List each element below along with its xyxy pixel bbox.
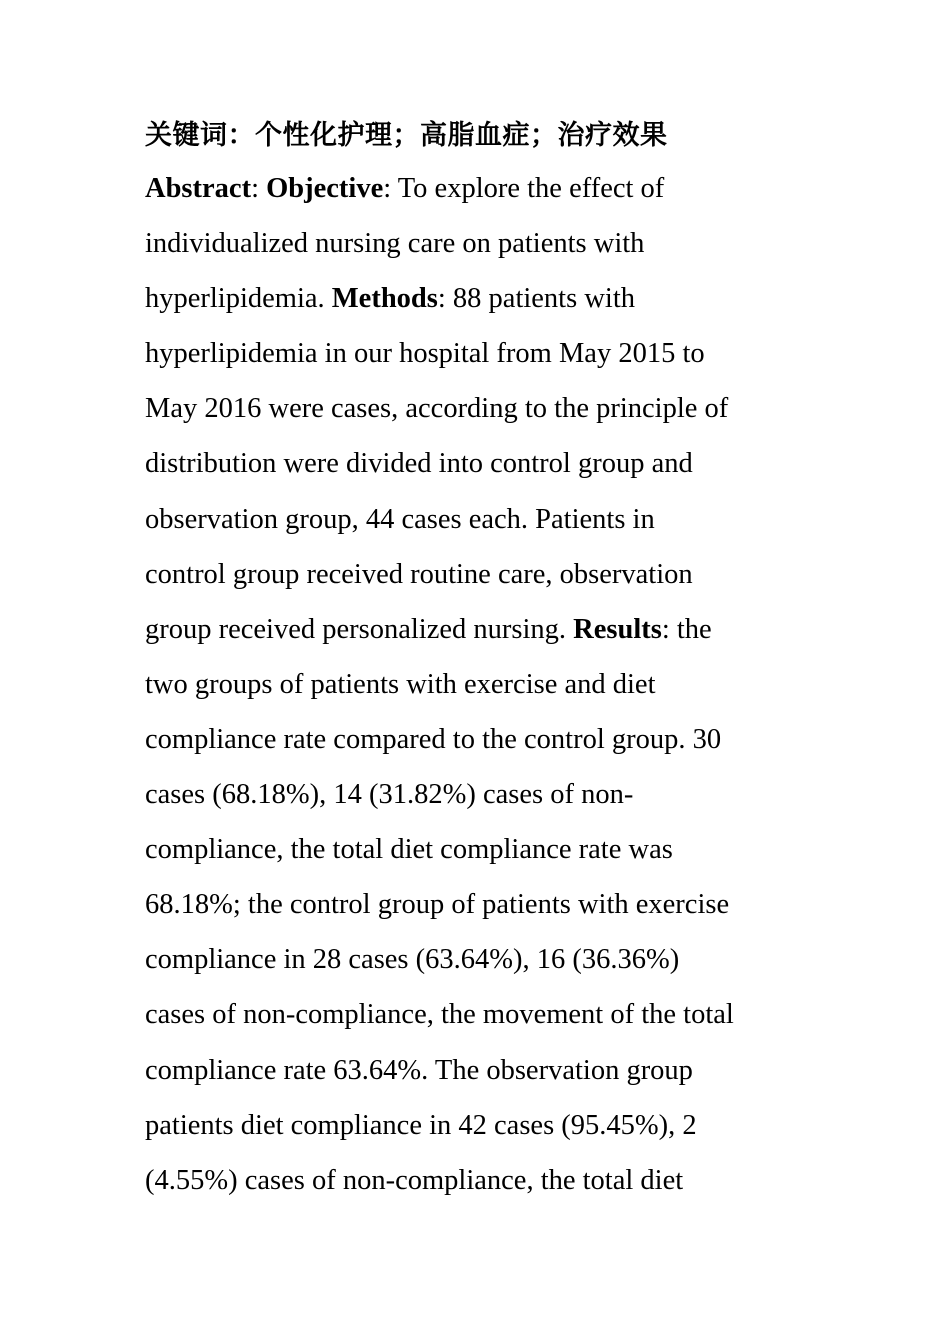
text-run: observation group, 44 cases each. Patients in xyxy=(145,503,655,535)
text-run: cases of non-compliance, the movement of the total xyxy=(145,999,734,1031)
text-run: (4.55%) cases of non-compliance, the total diet xyxy=(145,1164,684,1196)
text-run: hyperlipidemia in our hospital from May 2015 to xyxy=(145,338,705,370)
text-line xyxy=(145,165,825,220)
text-line xyxy=(145,881,825,936)
text-run: compliance in 28 cases (63.64%), 16 (36.36%) xyxy=(145,944,680,976)
text-run: hyperlipidemia. xyxy=(145,283,332,315)
document-page xyxy=(145,112,825,1212)
abstract-paragraph xyxy=(145,165,825,1212)
text-line xyxy=(145,1157,825,1212)
bold-heading: Results xyxy=(573,613,662,645)
text-line xyxy=(145,1102,825,1157)
text-run: : the xyxy=(661,613,712,645)
text-line xyxy=(145,220,825,275)
text-line xyxy=(145,606,825,661)
text-line xyxy=(145,330,825,385)
bold-heading: Objective xyxy=(266,173,384,204)
text-line xyxy=(145,275,825,330)
text-line xyxy=(145,496,825,551)
text-run: patients diet compliance in 42 cases (95.45%), 2 xyxy=(145,1109,697,1141)
text-run: distribution were divided into control group and xyxy=(145,448,693,480)
text-run: cases (68.18%), 14 (31.82%) cases of non- xyxy=(145,779,634,811)
text-line xyxy=(145,716,825,771)
text-run: control group received routine care, observation xyxy=(145,558,693,590)
text-line xyxy=(145,936,825,991)
text-line xyxy=(145,440,825,495)
text-line xyxy=(145,771,825,826)
keywords-line: 关键词：个性化护理；高脂血症；治疗效果 xyxy=(145,120,668,151)
text-run: 68.18%; the control group of patients with exercise xyxy=(145,889,730,921)
text-run: : To explore the effect of xyxy=(383,173,665,204)
text-run: group received personalized nursing. xyxy=(145,613,574,645)
bold-heading: Abstract xyxy=(145,173,252,204)
text-line xyxy=(145,661,825,716)
text-line xyxy=(145,385,825,440)
text-run: two groups of patients with exercise and diet xyxy=(145,668,656,700)
text-run: compliance, the total diet compliance rate was xyxy=(145,834,673,866)
text-run: : 88 patients with xyxy=(437,283,635,315)
text-line xyxy=(145,551,825,606)
text-line xyxy=(145,991,825,1046)
text-run: compliance rate compared to the control group. 30 xyxy=(145,723,722,755)
text-run: May 2016 were cases, according to the principle of xyxy=(145,393,729,425)
bold-heading: Methods xyxy=(331,283,438,315)
text-run: compliance rate 63.64%. The observation group xyxy=(145,1054,693,1086)
text-line xyxy=(145,1047,825,1102)
text-run: individualized nursing care on patients with xyxy=(145,228,645,260)
text-line xyxy=(145,826,825,881)
text-run: : xyxy=(251,173,267,204)
